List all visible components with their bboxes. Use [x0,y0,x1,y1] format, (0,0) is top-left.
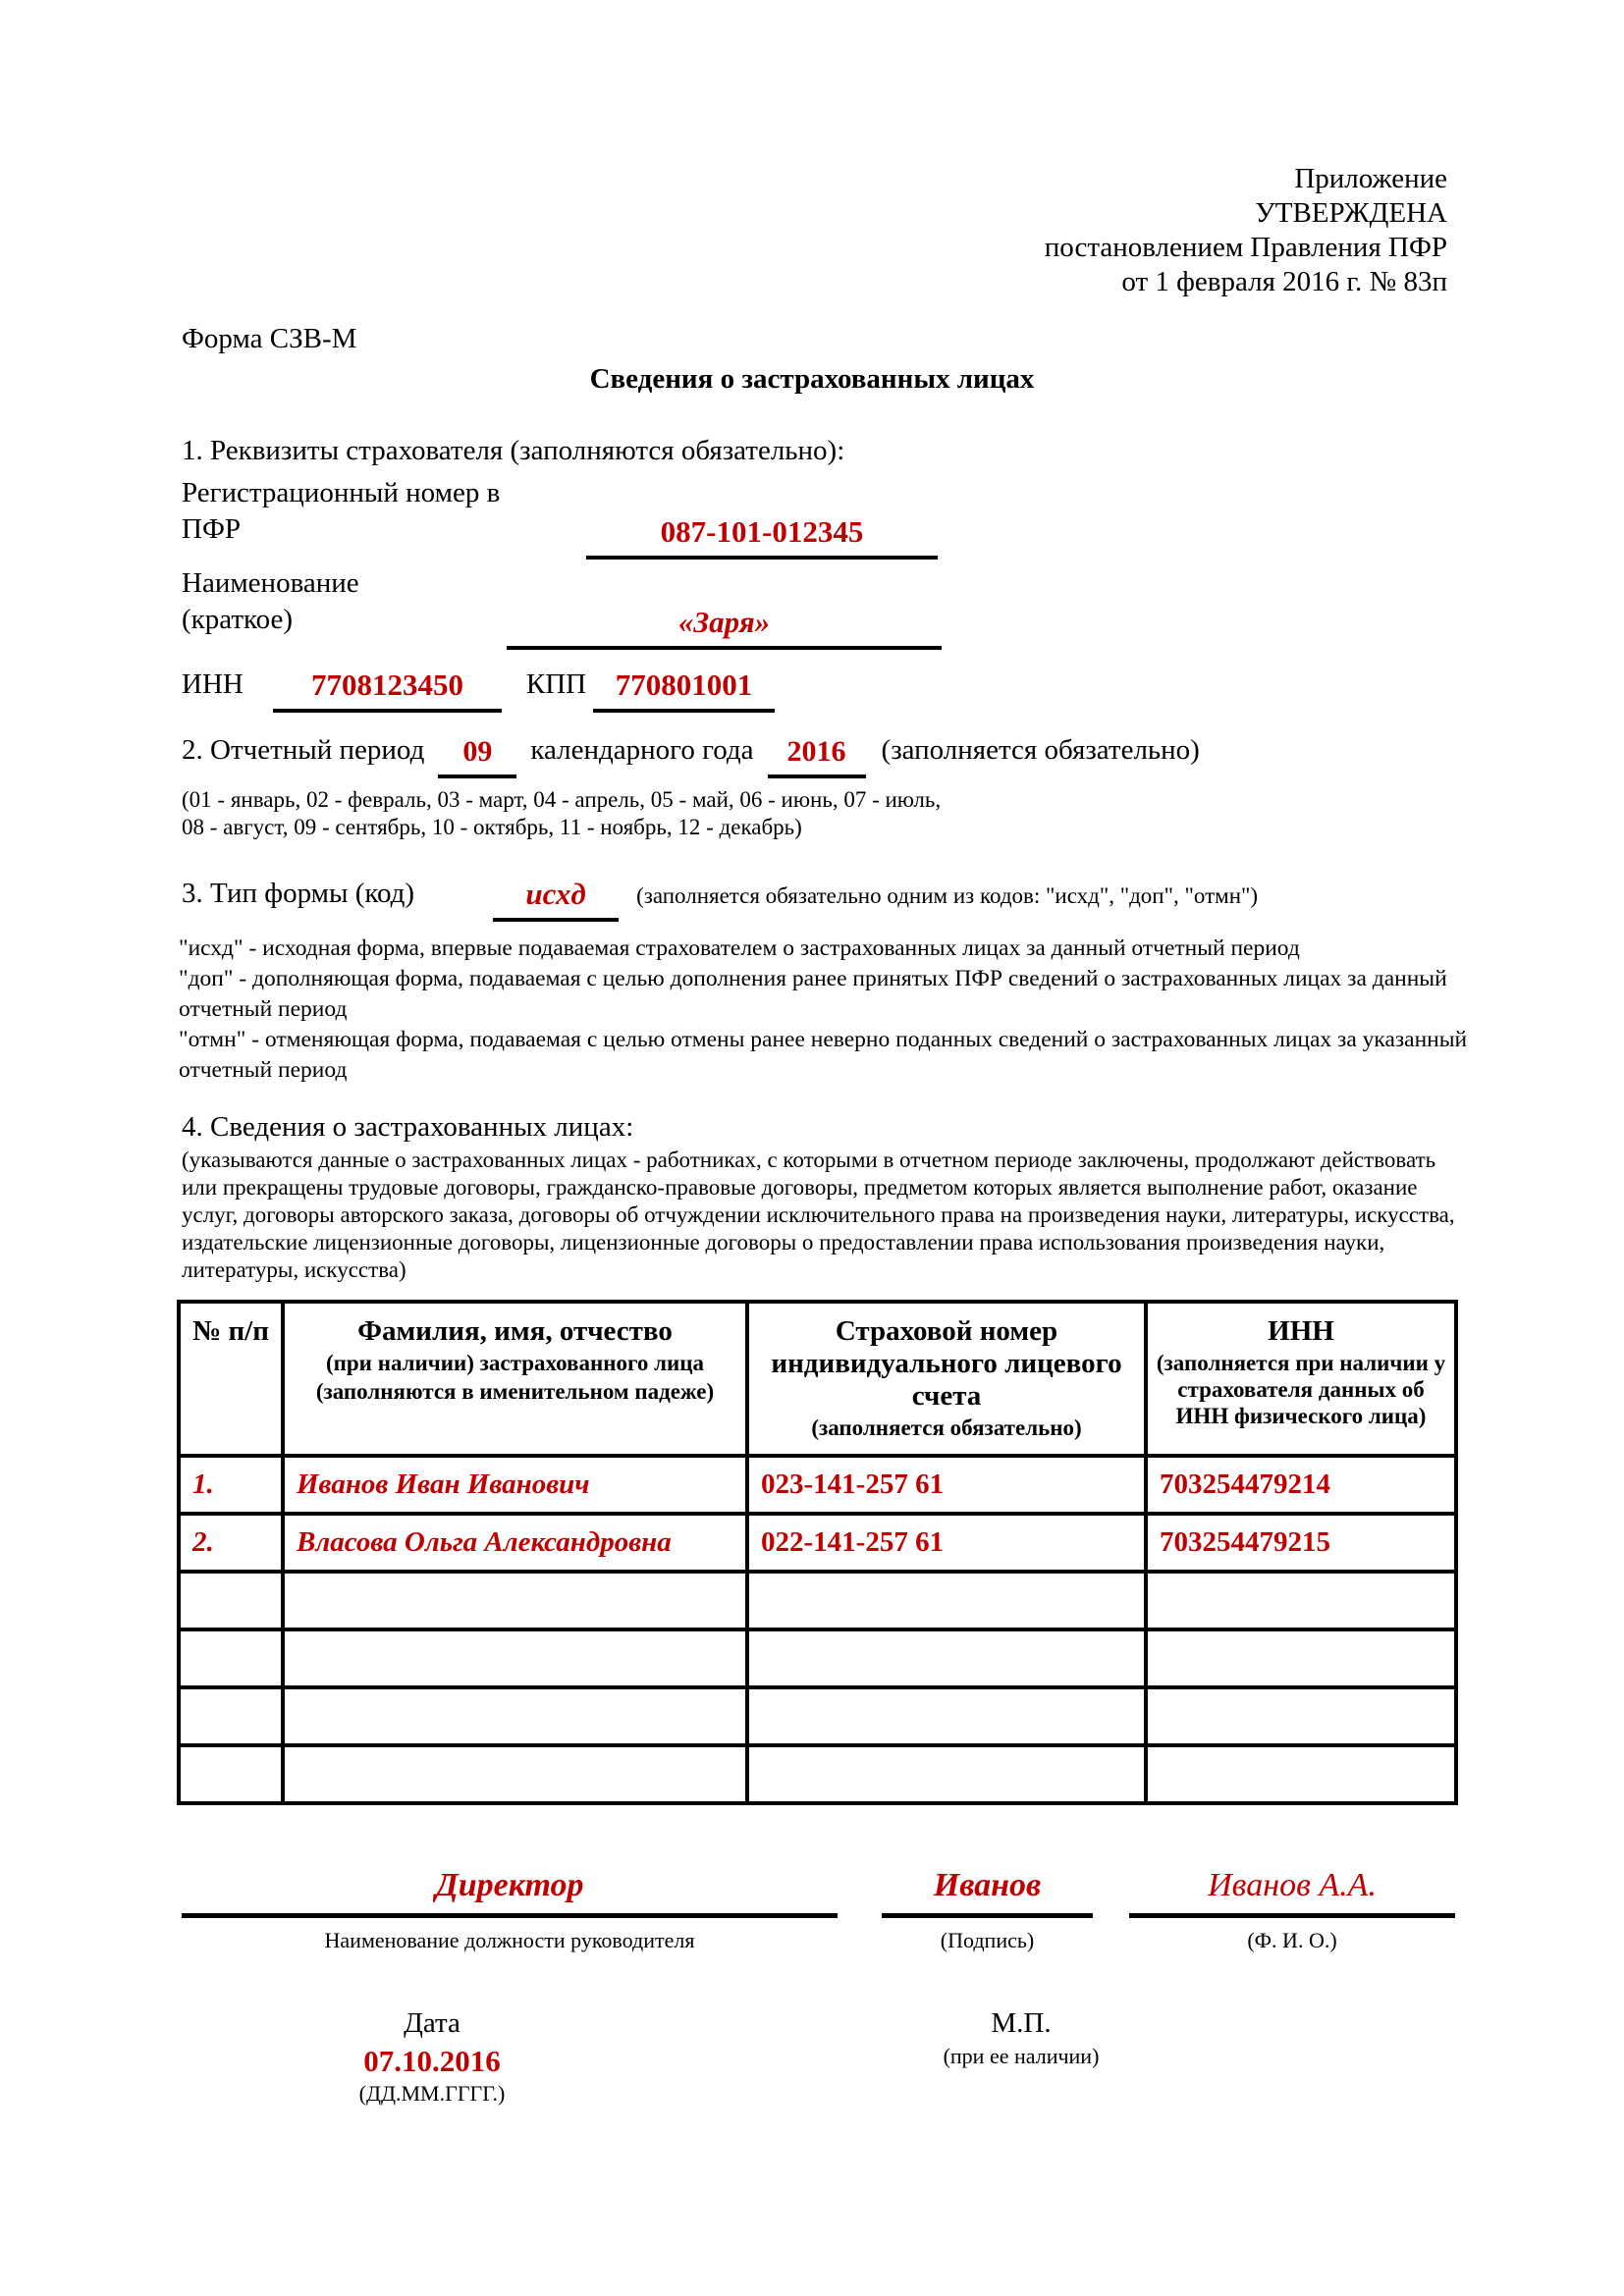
short-name-value: «Заря» [677,605,771,639]
report-month-value: 09 [462,735,493,768]
header-line-resolution: постановлением Правления ПФР [1044,232,1447,263]
stamp-label: М.П. [991,2007,1052,2039]
kpp-label: КПП [525,668,587,700]
col-snils-note: (заполняется обязательно) [811,1415,1082,1440]
reg-number-label-line2: ПФР [182,513,241,545]
date-value: 07.10.2016 [363,2044,501,2078]
report-year-field [768,735,866,778]
position-value: Директор [435,1867,584,1903]
row-inn-cell [1146,1572,1456,1629]
col-number-title: № п/п [192,1315,269,1347]
row-fio-cell [283,1572,747,1629]
section2-middle-text: календарного года [530,734,754,766]
signature-block [0,1866,1624,1953]
short-name-label-line2: (краткое) [182,604,294,635]
insured-persons-table [177,1300,1458,1805]
col-fio-note1: (при наличии) застрахованного лица [325,1351,705,1375]
row-inn-cell: 703254479214 [1146,1456,1456,1514]
short-name-label-line1: Наименование [182,567,359,599]
row-fio-cell [283,1629,747,1687]
form-type-value: исхд [525,877,586,911]
date-stamp-block [0,2007,1624,2107]
row-number-cell [179,1745,283,1803]
row-snils-cell [747,1687,1146,1745]
row-number-cell [179,1687,283,1745]
form-type-hint: (заполняется обязательно одним из кодов: "исхд", "доп", "отмн") [636,883,1259,908]
section3-heading-row [182,877,1624,922]
form-type-field [493,877,619,922]
date-label: Дата [404,2007,460,2039]
sign-column [882,1866,1093,1953]
row-snils-cell [747,1629,1146,1687]
reg-number-label [182,475,586,548]
fio-field [1129,1866,1455,1918]
position-label: Наименование должности руководителя [324,1928,695,1952]
fio-label: (Ф. И. О.) [1247,1928,1337,1952]
month-codes-line1: (01 - январь, 02 - февраль, 03 - март, 04 - апрель, 05 - май, 06 - июнь, 07 - июль, [182,787,942,812]
kpp-value: 770801001 [615,667,753,702]
col-inn-title: ИНН [1268,1315,1334,1347]
table-row [179,1745,1456,1803]
row-fio-cell [283,1745,747,1803]
form-type-desc-line1: "исхд" - исходная форма, впервые подаваемая страхователем о застрахованных лицах за данный отчетный период [179,935,1300,961]
col-inn-note: (заполняется при наличии у страхователя данных об ИНН физического лица) [1156,1351,1446,1428]
inn-field [273,667,502,713]
col-snils-title: Страховой номер индивидуального лицевого счета [771,1315,1122,1412]
position-field [182,1866,838,1918]
header-line-appendix: Приложение [1294,163,1447,194]
section4-note-line2: или прекращены трудовые договоры, гражданско-правовые договоры, предметом которых является выполнение работ, оказание [182,1175,1418,1200]
month-codes-note [182,786,1624,841]
row-number-cell [179,1629,283,1687]
row-inn-cell [1146,1745,1456,1803]
table-row [179,1629,1456,1687]
table-row [179,1572,1456,1629]
inn-value: 7708123450 [311,667,463,702]
stamp-note: (при ее наличии) [943,2044,1100,2068]
month-codes-line2: 08 - август, 09 - сентябрь, 10 - октябрь, 11 - ноябрь, 12 - декабрь) [182,815,802,839]
report-month-field [438,735,516,778]
row-snils-cell: 022-141-257 61 [747,1514,1146,1572]
form-code-label: Форма СЗВ-М [182,323,357,354]
kpp-field [593,667,775,713]
col-header-number [179,1302,283,1456]
form-type-desc-line5: отчетный период [179,1057,348,1083]
form-type-desc-line3: отчетный период [179,996,348,1022]
header-line-date-number: от 1 февраля 2016 г. № 83п [1121,266,1447,297]
section1-heading: 1. Реквизиты страхователя (заполняются обязательно): [182,435,845,466]
form-type-desc-line2: "доп" - дополняющая форма, подаваемая с целью дополнения ранее принятых ПФР сведений о застрахованных лицах за данный [179,966,1447,991]
short-name-row [182,565,1624,650]
row-number-cell [179,1572,283,1629]
form-type-descriptions [179,934,1624,1086]
row-fio-cell: Власова Ольга Александровна [283,1514,747,1572]
approval-header [0,0,1447,299]
short-name-field [507,605,942,650]
form-type-desc-line4: "отмн" - отменяющая форма, подаваемая с целью отмены ранее неверно поданных сведений о застрахованных лицах за указанный [179,1027,1468,1052]
row-number-cell: 2. [179,1514,283,1572]
row-snils-cell [747,1572,1146,1629]
row-fio-cell: Иванов Иван Иванович [283,1456,747,1514]
position-signature-column [182,1866,838,1953]
sign-value: Иванов [933,1867,1042,1903]
section4-note [182,1147,1624,1284]
section4-note-line5: литературы, искусства) [182,1257,406,1282]
row-inn-cell [1146,1629,1456,1687]
reg-number-value: 087-101-012345 [660,514,864,549]
row-inn-cell: 703254479215 [1146,1514,1456,1572]
section4-heading: 4. Сведения о застрахованных лицах: [182,1111,634,1143]
section2-suffix: (заполняется обязательно) [881,734,1200,766]
inn-kpp-row [182,667,1624,713]
table-row [179,1687,1456,1745]
row-number-cell: 1. [179,1456,283,1514]
stamp-block [874,2007,1168,2107]
col-fio-title: Фамилия, имя, отчество [357,1315,673,1347]
section4-note-line4: издательские лицензионные договоры, лицензионные договоры о предоставлении права использования произведения науки, [182,1230,1385,1255]
col-header-fio [283,1302,747,1456]
date-block [285,2007,579,2107]
page-title: Сведения о застрахованных лицах [589,363,1035,395]
inn-label: ИНН [182,668,244,700]
row-inn-cell [1146,1687,1456,1745]
col-fio-note2: (заполняются в именительном падеже) [315,1379,715,1404]
report-year-value: 2016 [786,735,846,768]
header-line-approved: УТВЕРЖДЕНА [1255,197,1447,229]
reg-number-row [182,475,1624,560]
row-snils-cell: 023-141-257 61 [747,1456,1146,1514]
col-header-snils [747,1302,1146,1456]
fio-column [1129,1866,1455,1953]
section4-note-line3: услуг, договоры авторского заказа, договоры об отчуждении исключительного права на произведения науки, литературы, искусства, [182,1202,1455,1227]
reg-number-field [586,514,938,560]
section2-heading-row [182,734,1624,778]
date-format-note: (ДД.ММ.ГГГГ.) [358,2081,506,2106]
row-snils-cell [747,1745,1146,1803]
sign-label: (Подпись) [940,1928,1035,1952]
sign-field [882,1866,1093,1918]
table-row [179,1514,1456,1572]
section3-heading: 3. Тип формы (код) [182,878,415,909]
row-fio-cell [283,1687,747,1745]
section2-prefix: 2. Отчетный период [182,734,425,766]
table-header-row [179,1302,1456,1456]
reg-number-label-line1: Регистрационный номер в [182,477,501,508]
table-row [179,1456,1456,1514]
fio-value: Иванов А.А. [1208,1867,1377,1903]
section4-note-line1: (указываются данные о застрахованных лицах - работниках, с которыми в отчетном периоде заключены, продолжают действовать [182,1148,1436,1172]
short-name-label [182,565,507,638]
col-header-inn [1146,1302,1456,1456]
